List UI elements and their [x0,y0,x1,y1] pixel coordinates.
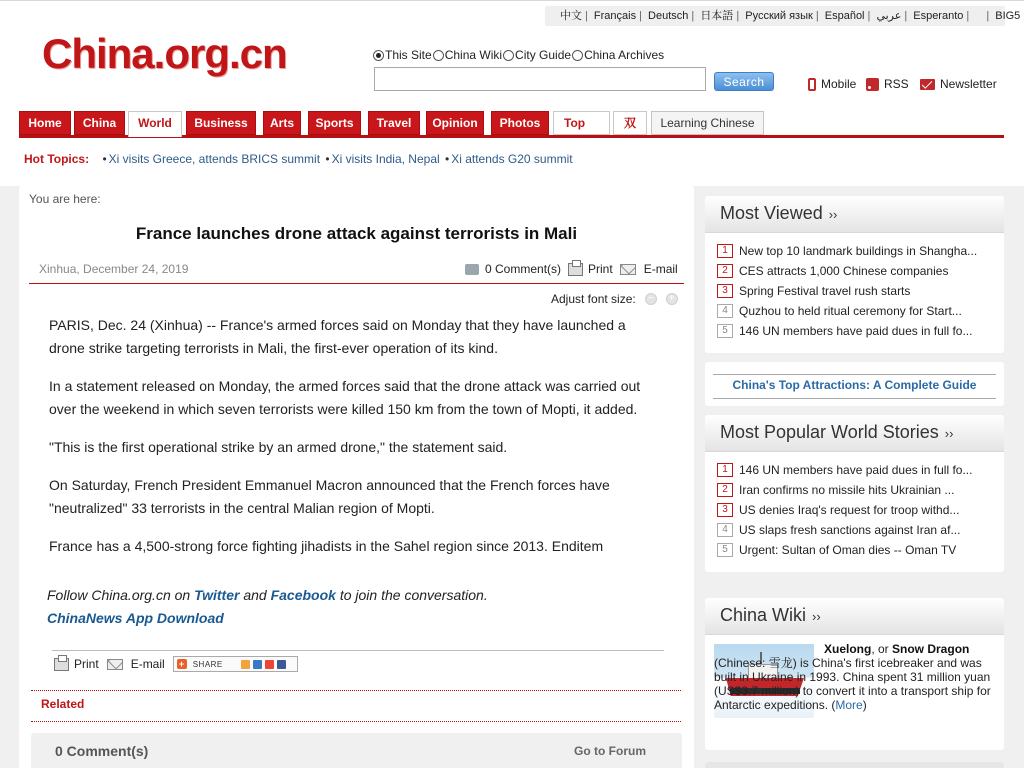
email-icon [107,659,123,670]
radio-icon[interactable] [433,50,444,61]
share-toolbar [54,656,298,672]
follow-promo: Follow China.org.cn on Twitter and Facebook to join the conversation. ChinaNews App Download [47,587,488,626]
nav-china[interactable]: China [74,111,125,135]
radio-selected-icon[interactable] [373,50,384,61]
share-divider [52,650,664,651]
lang-big5[interactable]: BIG5 [995,10,1021,22]
lang-arabic[interactable]: عربي [876,10,902,22]
rank-badge: 3 [717,503,733,517]
more-arrow-icon: ›› [812,609,821,624]
list-item[interactable]: 2 CES attracts 1,000 Chinese companies [717,261,1004,281]
rank-badge: 1 [717,463,733,477]
print-link-bottom[interactable]: Print [54,657,99,671]
top-attractions-link[interactable]: China's Top Attractions: A Complete Guide [713,374,996,399]
app-download-link[interactable]: ChinaNews App Download [47,610,224,626]
lang-esperanto[interactable]: Esperanto [913,10,964,22]
font-increase-icon[interactable]: + [666,293,678,305]
top-attractions-box [705,362,1004,406]
rank-badge: 5 [717,324,733,338]
hot-topics-label: Hot Topics: [24,152,90,166]
rank-badge: 1 [717,244,733,258]
article-body [49,314,649,573]
nav-world[interactable]: World [128,111,182,137]
facebook-link[interactable]: Facebook [270,587,336,603]
article-paragraph: France has a 4,500-strong force fighting jihadists in the Sahel region since 2013. Enditem [49,538,604,554]
list-item[interactable]: 1 New top 10 landmark buildings in Shangha... [717,241,1004,261]
comment-icon [465,264,479,275]
most-popular-header[interactable]: Most Popular World Stories ›› [705,415,1004,452]
mobile-phone-icon [808,78,816,91]
comments-count: 0 Comment(s) [55,743,149,759]
nav-business[interactable]: Business [186,111,256,135]
breadcrumb: You are here: [29,192,101,206]
list-item[interactable]: 1 146 UN members have paid dues in full fo... [717,460,1004,480]
go-to-forum-link[interactable]: Go to Forum [574,744,646,758]
lang-spanish[interactable]: Español [824,10,865,22]
delicious-icon [253,660,262,669]
related-top-divider [31,690,681,691]
china-wiki-header[interactable]: China Wiki ›› [705,598,1004,635]
mobile-label: Mobile [821,77,857,91]
more-arrow-icon: ›› [944,426,954,441]
lang-russian[interactable]: Русский язык [745,10,813,22]
lang-german[interactable]: Deutsch [648,10,689,22]
bookmark-icon [241,660,250,669]
china-wiki-box [705,598,1004,750]
comments-link[interactable]: 0 Comment(s) [465,262,561,276]
share-plus-icon: + [177,659,187,669]
nav-home[interactable]: Home [19,111,71,135]
language-bar: 中文 | Français | Deutsch | 日本語 | Русский язык | Español | عربي | Esperanto | | BIG5 [545,6,1005,26]
list-item[interactable]: 4 Quzhou to held ritual ceremony for Start... [717,301,1004,321]
article-title: France launches drone attack against terrorists in Mali [135,224,578,243]
digg-icon [265,660,274,669]
article-paragraph: In a statement released on Monday, the armed forces said that the drone attack was carried out over the weekend in which seven terrorists were killed 150 km from the town of Mopti, it added. [49,378,641,417]
nav-bilingual[interactable]: 双 [613,111,647,135]
print-icon [54,658,69,671]
search-option-china-wiki[interactable]: China Wiki [433,48,502,62]
next-box-edge [705,762,1004,768]
related-heading: Related [41,697,85,711]
article-paragraph: "This is the first operational strike by an armed drone," the statement said. [49,439,508,455]
rank-badge: 2 [717,483,733,497]
most-popular-box [705,415,1004,572]
email-link[interactable]: E-mail [620,262,678,276]
comments-section [31,733,682,768]
wiki-more-link[interactable]: More [835,698,863,712]
share-button[interactable] [173,656,298,672]
newsletter-link[interactable] [920,77,997,91]
radio-icon[interactable] [503,50,514,61]
rank-badge: 5 [717,543,733,557]
nav-top[interactable]: Top [553,111,610,135]
hot-topics-bar: Hot Topics: • Xi visits Greece, attends BRICS summit • Xi visits India, Nepal • Xi attends G20 summit [19,148,1004,173]
search-option-china-archives[interactable]: China Archives [572,48,664,62]
twitter-link[interactable]: Twitter [194,587,240,603]
search-button[interactable]: Search [714,72,774,91]
nav-sports[interactable]: Sports [308,111,361,135]
facebook-icon [277,660,286,669]
newsletter-label: Newsletter [940,77,997,91]
nav-arts[interactable]: Arts [263,111,301,135]
hot-topic-link[interactable]: Xi visits India, Nepal [331,152,440,166]
rank-badge: 4 [717,304,733,318]
hot-topic-link[interactable]: Xi attends G20 summit [451,152,573,166]
article-paragraph: On Saturday, French President Emmanuel Macron announced that the French forces have "neutralized" 33 terrorists in the central Malian region of Mopti. [49,477,610,516]
article-tools [465,262,685,276]
search-input[interactable] [374,67,706,91]
list-item[interactable]: 3 US denies Iraq's request for troop withd... [717,500,1004,520]
related-bottom-divider [31,721,681,722]
lang-french[interactable]: Français [593,10,637,22]
email-link-bottom[interactable]: E-mail [107,657,165,671]
wiki-summary: Xuelong, or Snow Dragon (Chinese: 雪龙) is China's first icebreaker and was built in Ukraine in 1993. China spent 31 million yuan (US$3.7 million) to convert it into a transport ship for Antarctic expeditions. (More) [714,642,991,712]
most-viewed-box [705,196,1004,353]
nav-photos[interactable]: Photos [491,111,549,135]
site-logo[interactable]: China.org.cn [42,30,287,77]
rss-link[interactable] [866,77,909,91]
most-viewed-header[interactable]: Most Viewed ›› [705,196,1004,233]
most-popular-list [705,452,1004,560]
more-arrow-icon: ›› [828,207,838,222]
rss-label: RSS [884,77,909,91]
font-size-adjuster [551,292,678,306]
list-item[interactable]: 3 Spring Festival travel rush starts [717,281,1004,301]
adjust-font-label: Adjust font size: [551,292,636,306]
nav-travel[interactable]: Travel [368,111,420,135]
lang-japanese[interactable]: 日本語 [700,10,734,22]
mobile-link[interactable] [808,77,856,91]
title-divider [29,283,684,284]
email-icon [620,264,636,275]
print-link[interactable]: Print [568,262,613,276]
share-label: SHARE [192,659,223,669]
rank-badge: 2 [717,264,733,278]
article-paragraph: PARIS, Dec. 24 (Xinhua) -- France's armed forces said on Monday that they have launched a drone strike targeting terrorists in Mali, the first-ever operation of its kind. [49,317,626,356]
radio-icon[interactable] [572,50,583,61]
list-item[interactable]: 5 146 UN members have paid dues in full fo... [717,321,1004,341]
search-option-city-guide[interactable]: City Guide [503,48,571,62]
main-nav [19,111,1004,138]
print-icon [568,263,583,276]
most-viewed-list [705,233,1004,341]
article-source-date: Xinhua, December 24, 2019 [39,262,189,276]
nav-learning-chinese[interactable]: Learning Chinese [651,111,764,135]
site-header [0,0,1024,186]
font-decrease-icon[interactable]: − [645,293,657,305]
lang-chinese[interactable]: 中文 [560,10,582,22]
rank-badge: 4 [717,523,733,537]
list-item[interactable]: 4 US slaps fresh sanctions against Iran af... [717,520,1004,540]
rank-badge: 3 [717,284,733,298]
list-item[interactable]: 2 Iran confirms no missile hits Ukrainian ... [717,480,1004,500]
article-panel [19,186,694,768]
rss-icon [866,78,879,91]
list-item[interactable]: 5 Urgent: Sultan of Oman dies -- Oman TV [717,540,1004,560]
nav-opinion[interactable]: Opinion [426,111,484,135]
search-scope-options [373,48,665,62]
search-option-this-site[interactable]: This Site [373,48,432,62]
hot-topic-link[interactable]: Xi visits Greece, attends BRICS summit [108,152,321,166]
newsletter-envelope-icon [920,79,935,90]
